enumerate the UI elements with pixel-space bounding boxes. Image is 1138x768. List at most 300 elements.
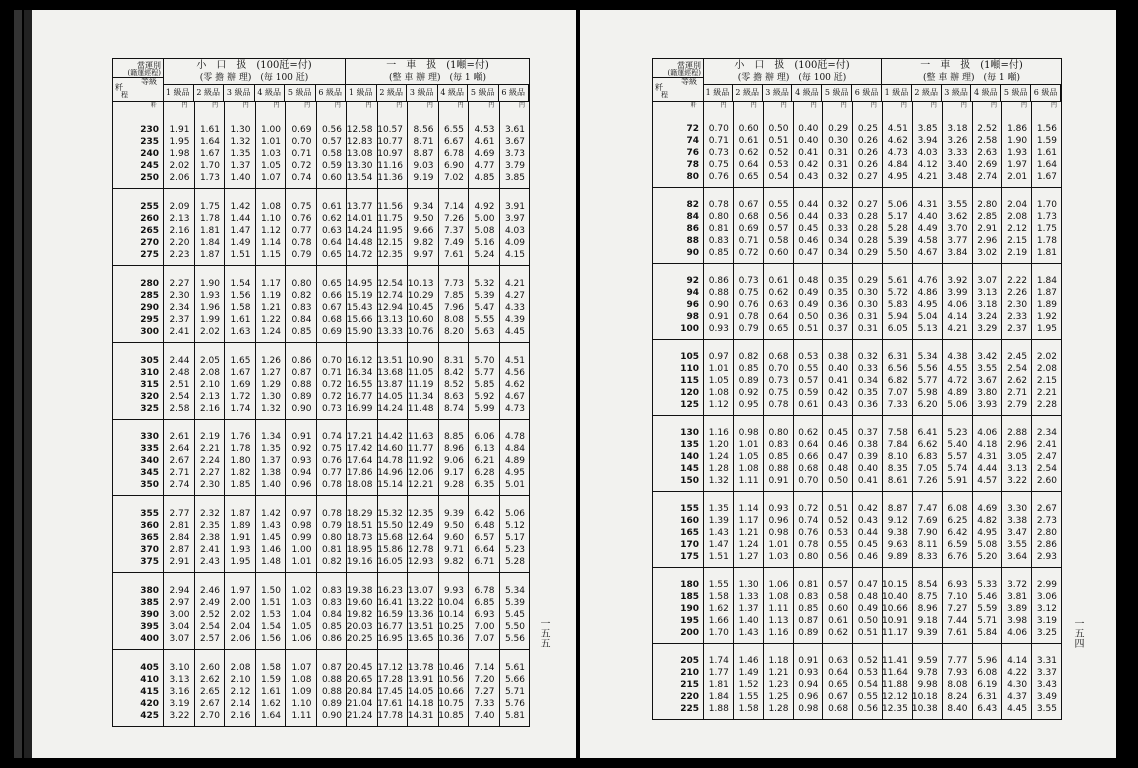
rate-cell: 1.95 xyxy=(1036,324,1057,334)
rate-cell: 0.62 xyxy=(768,288,789,298)
rate-cell: 15.19 xyxy=(346,290,373,301)
rate-cell: 0.57 xyxy=(828,580,849,590)
rate-cell: 0.45 xyxy=(798,224,819,234)
rate-cell: 13.30 xyxy=(346,160,373,171)
rate-cell: 1.07 xyxy=(260,172,281,183)
rate-cell: 0.42 xyxy=(798,160,819,170)
rate-cell: 14.31 xyxy=(407,711,434,721)
grade-column-header: 2 級品 xyxy=(733,85,763,101)
rate-cell: 17.42 xyxy=(346,444,373,455)
rate-cell: 5.59 xyxy=(977,604,998,614)
rate-cell: 1.18 xyxy=(768,656,789,666)
rate-cell: 6.28 xyxy=(474,468,495,479)
rate-cell: 1.90 xyxy=(1007,136,1028,146)
grade-column-header: 3 級品 xyxy=(407,85,438,101)
rate-cell: 4.53 xyxy=(474,124,495,135)
rate-cell: 5.94 xyxy=(887,312,908,322)
table-row xyxy=(113,278,529,290)
rate-cell: 2.23 xyxy=(169,249,190,260)
rate-cell: 1.03 xyxy=(768,552,789,562)
rate-cell: 3.55 xyxy=(1036,704,1057,714)
rate-cell: 6.42 xyxy=(947,528,968,538)
rate-cell: 1.55 xyxy=(708,580,729,590)
distance-cell: 335 xyxy=(140,444,159,455)
rate-cell: 2.26 xyxy=(1007,288,1028,298)
rate-cell: 1.26 xyxy=(260,355,281,366)
rate-cell: 5.47 xyxy=(474,302,495,313)
unit-yen: 円 xyxy=(488,102,495,109)
rate-cell: 9.98 xyxy=(917,680,938,690)
rate-cell: 4.09 xyxy=(504,237,525,248)
rate-cell: 2.54 xyxy=(1007,364,1028,374)
rate-cell: 2.46 xyxy=(199,586,220,597)
rate-cell: 10.45 xyxy=(407,302,434,313)
rate-cell: 2.16 xyxy=(169,225,190,236)
rate-cell: 1.81 xyxy=(708,680,729,690)
rate-cell: 2.49 xyxy=(199,598,220,609)
distance-cell: 280 xyxy=(140,278,159,289)
row-group xyxy=(113,419,529,497)
rate-cell: 2.35 xyxy=(199,521,220,532)
rate-cell: 0.72 xyxy=(291,160,312,171)
rate-cell: 0.31 xyxy=(857,312,878,322)
rate-cell: 4.62 xyxy=(504,379,525,390)
rate-cell: 0.98 xyxy=(291,521,312,532)
rate-cell: 1.95 xyxy=(230,557,251,568)
rate-cell: 1.56 xyxy=(260,634,281,645)
rate-cell: 10.57 xyxy=(377,124,403,135)
rate-cell: 18.08 xyxy=(346,480,373,491)
rate-cell: 2.12 xyxy=(1007,224,1028,234)
rate-cell: 1.48 xyxy=(260,557,281,568)
rate-cell: 3.40 xyxy=(947,160,968,170)
rate-cell: 0.49 xyxy=(798,300,819,310)
distance-cell: 305 xyxy=(140,355,159,366)
table-row xyxy=(113,686,529,698)
rate-cell: 14.60 xyxy=(377,444,403,455)
rate-cell: 16.12 xyxy=(346,355,373,366)
rate-cell: 2.86 xyxy=(1036,540,1057,550)
table-row xyxy=(653,591,1061,603)
rate-cell: 10.66 xyxy=(438,687,464,697)
rate-cell: 0.89 xyxy=(738,376,759,386)
grade-column-header: 1 級品 xyxy=(703,85,733,101)
rate-cell: 16.41 xyxy=(377,598,403,609)
rate-cell: 0.56 xyxy=(321,124,342,135)
distance-cell: 74 xyxy=(686,136,699,146)
rate-cell: 0.79 xyxy=(738,324,759,334)
rate-cell: 0.46 xyxy=(857,552,878,562)
rate-cell: 1.20 xyxy=(708,440,729,450)
table-row xyxy=(113,532,529,544)
rate-cell: 5.01 xyxy=(504,480,525,491)
rate-cell: 1.96 xyxy=(199,302,220,313)
table-row xyxy=(653,311,1061,323)
rate-cell: 18.29 xyxy=(346,509,373,520)
rate-cell: 2.21 xyxy=(1036,388,1057,398)
unit-yen: 円 xyxy=(960,102,967,109)
rate-cell: 0.63 xyxy=(321,225,342,236)
rate-cell: 4.14 xyxy=(947,312,968,322)
rate-cell: 0.52 xyxy=(828,516,849,526)
grade-column-header: 6 級品 xyxy=(852,85,882,101)
rate-cell: 0.55 xyxy=(828,540,849,550)
table-row xyxy=(653,135,1061,147)
distance-cell: 425 xyxy=(140,711,159,721)
rate-cell: 2.30 xyxy=(1007,300,1028,310)
rate-cell: 3.98 xyxy=(1007,616,1028,626)
rate-cell: 1.93 xyxy=(199,290,220,301)
rate-cell: 0.34 xyxy=(828,236,849,246)
rate-cell: 0.80 xyxy=(708,212,729,222)
distance-cell: 82 xyxy=(686,200,699,210)
distance-cell: 220 xyxy=(680,692,699,702)
rate-cell: 8.31 xyxy=(443,355,464,366)
table-row xyxy=(653,691,1061,703)
rate-cell: 5.39 xyxy=(887,236,908,246)
rate-cell: 12.94 xyxy=(377,302,403,313)
rate-cell: 4.12 xyxy=(917,160,938,170)
distance-cell: 225 xyxy=(680,704,699,714)
rate-cell: 0.64 xyxy=(768,312,789,322)
rate-cell: 15.14 xyxy=(377,480,403,491)
rate-cell: 1.67 xyxy=(1036,172,1057,182)
rate-cell: 8.61 xyxy=(887,476,908,486)
rate-cell: 9.71 xyxy=(443,545,464,556)
rate-cell: 2.28 xyxy=(1036,400,1057,410)
rate-cell: 3.00 xyxy=(169,610,190,621)
rate-cell: 3.25 xyxy=(1036,628,1057,638)
rate-cell: 1.30 xyxy=(260,391,281,402)
rate-cell: 20.84 xyxy=(346,687,373,697)
grade-column-headers xyxy=(163,85,529,101)
rate-cell: 8.08 xyxy=(947,680,968,690)
corner-sublabel: (籍運經程) xyxy=(127,69,161,77)
rate-cell: 2.19 xyxy=(1007,248,1028,258)
rate-cell: 0.38 xyxy=(828,352,849,362)
rate-cell: 2.74 xyxy=(169,480,190,491)
rate-cell: 2.73 xyxy=(1036,516,1057,526)
rate-cell: 5.24 xyxy=(474,249,495,260)
rate-cell: 0.62 xyxy=(828,628,849,638)
rate-cell: 1.44 xyxy=(230,213,251,224)
rate-cell: 0.78 xyxy=(321,480,342,491)
rate-cell: 0.91 xyxy=(768,476,789,486)
rate-cell: 3.13 xyxy=(977,288,998,298)
rate-cell: 1.40 xyxy=(230,172,251,183)
rate-cell: 1.55 xyxy=(738,692,759,702)
row-group xyxy=(653,263,1061,340)
rate-cell: 8.54 xyxy=(917,580,938,590)
rate-cell: 4.55 xyxy=(947,364,968,374)
rate-cell: 11.64 xyxy=(882,668,908,678)
distance-cell: 175 xyxy=(680,552,699,562)
rate-cell: 3.77 xyxy=(947,236,968,246)
rate-cell: 1.62 xyxy=(708,604,729,614)
rate-cell: 2.38 xyxy=(199,533,220,544)
rate-cell: 5.08 xyxy=(977,540,998,550)
rate-cell: 0.85 xyxy=(768,452,789,462)
rate-cell: 0.86 xyxy=(321,634,342,645)
rate-cell: 11.17 xyxy=(882,628,908,638)
rate-cell: 0.26 xyxy=(857,136,878,146)
rate-cell: 0.78 xyxy=(708,200,729,210)
rate-cell: 1.61 xyxy=(199,124,220,135)
rate-cell: 5.45 xyxy=(504,610,525,621)
table-row xyxy=(653,627,1061,639)
distance-cell: 140 xyxy=(680,452,699,462)
rate-cell: 0.65 xyxy=(738,172,759,182)
rate-cell: 16.77 xyxy=(377,622,403,633)
distance-cell: 205 xyxy=(680,656,699,666)
rate-cell: 0.40 xyxy=(798,124,819,134)
rate-cell: 2.51 xyxy=(169,379,190,390)
rate-cell: 1.24 xyxy=(708,452,729,462)
rate-cell: 1.28 xyxy=(768,704,789,714)
rate-cell: 5.92 xyxy=(474,391,495,402)
distance-cell: 250 xyxy=(140,172,159,183)
rate-cell: 1.05 xyxy=(260,160,281,171)
rate-cell: 20.03 xyxy=(346,622,373,633)
rate-cell: 2.30 xyxy=(169,290,190,301)
rate-cell: 1.24 xyxy=(260,326,281,337)
rate-cell: 5.12 xyxy=(504,521,525,532)
table-row xyxy=(653,223,1061,235)
rate-cell: 0.87 xyxy=(321,663,342,673)
rate-cell: 4.89 xyxy=(504,456,525,467)
rate-cell: 2.01 xyxy=(1007,172,1028,182)
rate-cell: 2.09 xyxy=(169,201,190,212)
rate-cell: 4.21 xyxy=(947,324,968,334)
rate-cell: 0.69 xyxy=(738,224,759,234)
rate-cell: 0.35 xyxy=(828,288,849,298)
rate-cell: 0.89 xyxy=(798,628,819,638)
rate-cell: 13.54 xyxy=(346,172,373,183)
rate-cell: 2.37 xyxy=(169,314,190,325)
table-row xyxy=(113,455,529,467)
rate-cell: 5.46 xyxy=(977,592,998,602)
rate-cell: 1.67 xyxy=(230,367,251,378)
distance-cell: 370 xyxy=(140,545,159,556)
rate-cell: 0.25 xyxy=(857,124,878,134)
rate-cell: 1.88 xyxy=(708,704,729,714)
rate-cell: 0.57 xyxy=(798,376,819,386)
rate-cell: 0.43 xyxy=(828,400,849,410)
rate-cell: 1.52 xyxy=(738,680,759,690)
rate-cell: 8.42 xyxy=(443,367,464,378)
rate-cell: 13.77 xyxy=(346,201,373,212)
rate-cell: 1.89 xyxy=(230,521,251,532)
table-row xyxy=(113,633,529,645)
rate-cell: 1.54 xyxy=(230,278,251,289)
rate-cell: 7.07 xyxy=(887,388,908,398)
distance-cell: 86 xyxy=(686,224,699,234)
rate-cell: 17.45 xyxy=(377,687,403,697)
rate-cell: 0.87 xyxy=(798,616,819,626)
rate-cell: 10.56 xyxy=(438,675,464,685)
rate-cell: 1.17 xyxy=(260,278,281,289)
grade-column-header: 5 級品 xyxy=(468,85,499,101)
rate-cell: 10.38 xyxy=(911,704,938,714)
rate-cell: 16.34 xyxy=(346,367,373,378)
rate-cell: 1.42 xyxy=(230,201,251,212)
rate-cell: 0.78 xyxy=(291,237,312,248)
rate-cell: 1.11 xyxy=(738,476,759,486)
rate-cell: 5.55 xyxy=(474,314,495,325)
rate-cell: 6.85 xyxy=(474,598,495,609)
rate-cell: 0.29 xyxy=(857,276,878,286)
rate-cell: 2.15 xyxy=(1036,376,1057,386)
rate-cell: 2.64 xyxy=(169,444,190,455)
rate-cell: 1.08 xyxy=(260,201,281,212)
rate-cell: 0.52 xyxy=(768,148,789,158)
page-number: 一五五 xyxy=(538,618,549,648)
rate-cell: 1.17 xyxy=(738,516,759,526)
rate-cell: 0.61 xyxy=(321,201,342,212)
rate-cell: 2.04 xyxy=(230,622,251,633)
unit-yen: 円 xyxy=(242,102,249,109)
rate-cell: 15.90 xyxy=(346,326,373,337)
rate-cell: 15.68 xyxy=(377,533,403,544)
corner-label: 當運別 xyxy=(137,61,161,70)
table-row xyxy=(653,451,1061,463)
rate-cell: 6.76 xyxy=(947,552,968,562)
rate-cell: 0.88 xyxy=(291,379,312,390)
rate-cell: 2.21 xyxy=(199,444,220,455)
rate-cell: 3.30 xyxy=(1007,504,1028,514)
table-row xyxy=(113,355,529,367)
rate-cell: 15.66 xyxy=(346,314,373,325)
distance-cell: 105 xyxy=(680,352,699,362)
distance-cell: 310 xyxy=(140,367,159,378)
rate-cell: 4.89 xyxy=(947,388,968,398)
rate-cell: 3.80 xyxy=(977,388,998,398)
rate-cell: 1.24 xyxy=(738,540,759,550)
rate-cell: 0.93 xyxy=(768,504,789,514)
unit-yen: 円 xyxy=(1020,102,1027,109)
rate-cell: 11.92 xyxy=(407,456,434,467)
table-row xyxy=(113,302,529,314)
rate-cell: 8.52 xyxy=(443,379,464,390)
distance-cell: 84 xyxy=(686,212,699,222)
rate-cell: 6.05 xyxy=(887,324,908,334)
rate-cell: 3.84 xyxy=(947,248,968,258)
grade-column-header: 3 級品 xyxy=(224,85,255,101)
rate-cell: 5.71 xyxy=(504,687,525,697)
page-number: 一五四 xyxy=(1072,618,1083,648)
rate-cell: 0.46 xyxy=(798,236,819,246)
rate-cell: 0.28 xyxy=(857,224,878,234)
rate-cell: 5.33 xyxy=(977,580,998,590)
rate-cell: 0.71 xyxy=(708,136,729,146)
rate-cell: 9.18 xyxy=(917,616,938,626)
rate-cell: 1.37 xyxy=(230,160,251,171)
rate-cell: 11.36 xyxy=(377,172,403,183)
rate-cell: 1.04 xyxy=(291,610,312,621)
rate-cell: 0.92 xyxy=(738,388,759,398)
table-row xyxy=(653,275,1061,287)
rate-cell: 1.67 xyxy=(199,148,220,159)
rate-cell: 1.01 xyxy=(260,136,281,147)
row-group xyxy=(113,649,529,726)
header-corner xyxy=(653,59,704,101)
rate-cell: 3.29 xyxy=(977,324,998,334)
rate-cell: 1.63 xyxy=(230,326,251,337)
rate-cell: 0.50 xyxy=(798,312,819,322)
rate-cell: 12.49 xyxy=(407,521,434,532)
grade-column-header: 6 級品 xyxy=(316,85,347,101)
table-row xyxy=(113,431,529,443)
rate-cell: 0.28 xyxy=(857,212,878,222)
table-row xyxy=(653,679,1061,691)
small-lot-group-header: 小 口 扱 (100瓩=付) (零 擔 辦 理) (毎 100 瓩) xyxy=(703,59,882,85)
rate-cell: 0.60 xyxy=(828,604,849,614)
rate-cell: 0.59 xyxy=(321,160,342,171)
table-row xyxy=(653,287,1061,299)
rate-cell: 7.93 xyxy=(947,668,968,678)
rate-cell: 10.29 xyxy=(407,290,434,301)
rate-cell: 0.85 xyxy=(708,248,729,258)
rate-cell: 1.46 xyxy=(260,545,281,556)
rate-cell: 0.90 xyxy=(291,403,312,414)
rate-cell: 3.24 xyxy=(977,312,998,322)
rate-cell: 0.74 xyxy=(798,516,819,526)
rate-cell: 5.56 xyxy=(917,364,938,374)
rate-cell: 0.63 xyxy=(828,656,849,666)
grade-column-header: 1 級品 xyxy=(163,85,194,101)
rate-cell: 10.36 xyxy=(438,634,464,645)
rate-cell: 0.45 xyxy=(857,540,878,550)
rate-cell: 1.08 xyxy=(738,464,759,474)
rate-cell: 14.01 xyxy=(346,213,373,224)
rate-cell: 1.12 xyxy=(708,400,729,410)
rate-cell: 4.84 xyxy=(504,444,525,455)
table-header xyxy=(113,59,529,102)
rate-cell: 1.93 xyxy=(230,545,251,556)
table-row xyxy=(113,148,529,160)
rate-cell: 8.20 xyxy=(443,326,464,337)
rate-cell: 0.88 xyxy=(708,288,729,298)
distance-cell: 230 xyxy=(140,124,159,135)
row-group xyxy=(113,111,529,189)
rate-cell: 0.88 xyxy=(321,675,342,685)
rate-cell: 0.76 xyxy=(321,456,342,467)
rate-cell: 1.64 xyxy=(1036,160,1057,170)
rate-cell: 2.54 xyxy=(199,622,220,633)
rate-cell: 1.62 xyxy=(260,699,281,709)
rate-cell: 9.39 xyxy=(917,628,938,638)
rate-cell: 0.44 xyxy=(798,200,819,210)
table-row xyxy=(653,211,1061,223)
rate-cell: 1.80 xyxy=(230,456,251,467)
rate-cell: 13.36 xyxy=(407,610,434,621)
left-page xyxy=(32,10,576,758)
rate-cell: 9.97 xyxy=(413,249,434,260)
rate-cell: 0.29 xyxy=(857,248,878,258)
rate-cell: 1.76 xyxy=(230,432,251,443)
row-group xyxy=(113,495,529,573)
rate-cell: 0.28 xyxy=(857,236,878,246)
small-lot-group-header: 小 口 扱 (100瓩=付) (零 擔 辦 理) (毎 100 瓩) xyxy=(163,59,346,85)
row-group xyxy=(653,111,1061,188)
rate-cell: 9.39 xyxy=(443,509,464,520)
unit-yen: 円 xyxy=(457,102,464,109)
rate-cell: 8.35 xyxy=(887,464,908,474)
rate-cell: 5.23 xyxy=(947,428,968,438)
rate-cell: 3.72 xyxy=(1007,580,1028,590)
rate-cell: 0.55 xyxy=(768,200,789,210)
rate-cell: 0.33 xyxy=(828,212,849,222)
